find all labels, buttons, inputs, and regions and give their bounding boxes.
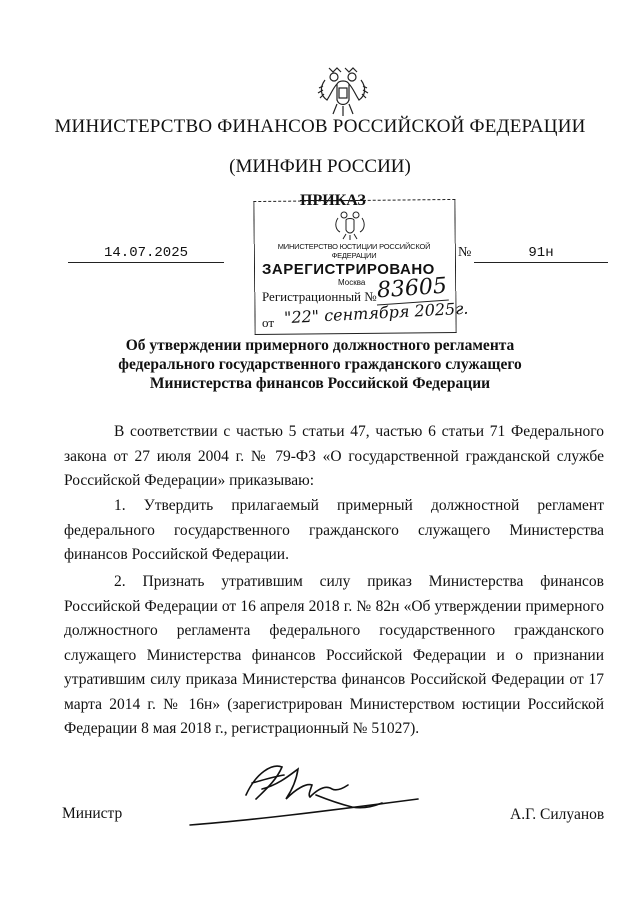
ministry-name: МИНИСТЕРСТВО ФИНАНСОВ РОССИЙСКОЙ ФЕДЕРАЦИИ (54, 116, 586, 137)
order-date: 14.07.2025 (68, 244, 224, 263)
body-paragraph-item-2: 2. Признать утратившим силу приказ Министерства финансов Российской Федерации от 16 апреля 2018 г. № 82н «Об утверждении примерного должностного регламента федерального государственного гражданского служащего Министерства финансов Российской Федерации и о признании утратившим силу приказа Министерства финансов Российской Федерации от 17 марта 2014 г. № 16н» (зарегистрирован Министерством юстиции Российской Федерации 8 мая 2018 г., регистрационный № 51027). (64, 573, 604, 737)
stamp-date: "22" сентября 2025г. (283, 298, 469, 328)
stamp-regno-label: Регистрационный № (262, 289, 377, 304)
stamp-date-prefix: от (262, 315, 275, 330)
order-number: 91н (474, 244, 608, 263)
stamp-organization: МИНИСТЕРСТВО ЮСТИЦИИ РОССИЙСКОЙ ФЕДЕРАЦИИ (277, 242, 431, 260)
stamp-city: Москва (338, 278, 366, 287)
document-title (100, 336, 540, 393)
order-title: ПРИКАЗ (300, 192, 366, 209)
document-title-line: Об утверждении примерного должностного регламента (125, 337, 515, 354)
stamp-emblem-icon (332, 206, 368, 240)
body-paragraph-preamble: В соответствии с частью 5 статьи 47, частью 6 статьи 71 Федерального закона от 27 июля 2004 г. № 79-ФЗ «О государственной гражданской службе Российской Федерации» приказываю: (64, 423, 604, 489)
document-title-line: Министерства финансов Российской Федерации (149, 375, 491, 392)
order-number-sign: № (458, 245, 472, 260)
body-paragraph-item-1: 1. Утвердить прилагаемый примерный должностной регламент федерального государственного гражданского служащего Министерства финансов Российской Федерации. (64, 497, 604, 563)
handwritten-signature (186, 755, 422, 837)
stamp-registered: ЗАРЕГИСТРИРОВАНО (262, 261, 435, 278)
signatory-role: Министр (62, 805, 123, 822)
signatory-name: А.Г. Силуанов (510, 806, 605, 823)
double-headed-eagle-emblem-icon (315, 60, 371, 118)
document-title-line: федерального государственного гражданского служащего (118, 356, 522, 373)
ministry-short-name: (МИНФИН РОССИИ) (229, 156, 411, 177)
stamp-regno: 83605 (375, 274, 449, 306)
